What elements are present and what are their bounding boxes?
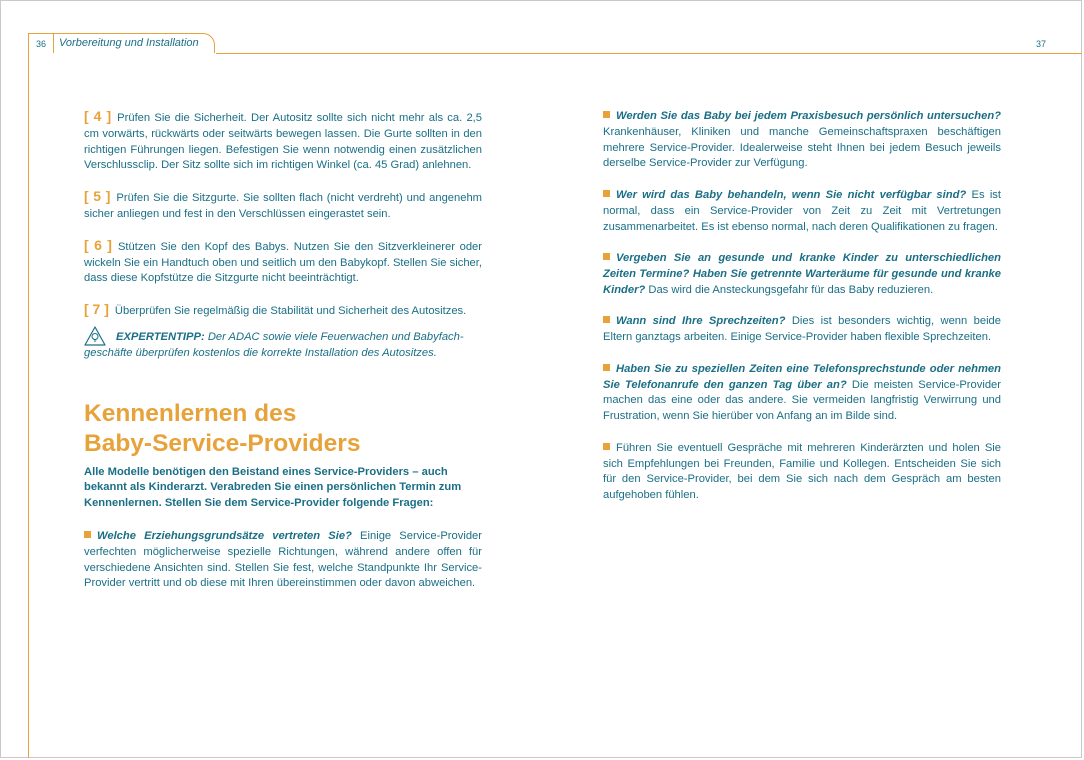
answer: Dies ist besonders wichtig, wenn beide Eltern ganztags arbeiten. Einige Service-Provider haben flexible Sprechzeiten. bbox=[603, 315, 1002, 344]
answer: Einige Service-Provider verfechten möglicherweise spezielle Richtungen, während andere offen für verschiedene Ansichten sind. Stellen Sie fest, welche Standpunkte Ihr Service-Provider vertritt und ob diese mit Ihren übereinstimmen oder davon abweichen. bbox=[84, 529, 482, 590]
step-4 bbox=[84, 109, 482, 174]
step-text: Prüfen Sie die Sitzgurte. Sie sollten flach (nicht verdreht) und angenehm sicher anliegen und fest in den Verschlüssen eingerastet sein. bbox=[84, 192, 482, 220]
question-item bbox=[603, 251, 1001, 298]
gutter-line bbox=[28, 34, 29, 758]
page-number-left: 36 bbox=[36, 39, 47, 49]
page-number-right: 37 bbox=[1036, 39, 1047, 49]
step-number: [ 7 ] bbox=[84, 301, 109, 318]
square-bullet-icon bbox=[603, 443, 610, 450]
tip-text-line1: Der ADAC sowie viele Feuerwachen und Babyfach- bbox=[207, 330, 464, 343]
square-bullet-icon bbox=[84, 531, 91, 538]
question: Vergeben Sie an gesunde und kranke Kinder zu unterschiedlichen Zeiten Termine? Haben Sie getrennte Warteräume für gesunde und kranke Kinder? bbox=[603, 252, 1001, 296]
answer: Das wird die Ansteckungsgefahr für das Baby reduzieren. bbox=[648, 283, 934, 296]
answer: Es ist normal, dass ein Service-Provider von Zeit zu Zeit mit Vertretungen zusammenarbeitet. Es ist ebenso normal, nach deren Qualifikationen zu fragen. bbox=[603, 188, 1002, 233]
left-column bbox=[84, 109, 482, 608]
step-number: [ 4 ] bbox=[84, 108, 112, 124]
step-6 bbox=[84, 238, 482, 287]
question: Haben Sie zu speziellen Zeiten eine Telefonsprechstunde oder nehmen Sie Telefonanrufe den ganzen Tag über an? bbox=[603, 362, 1001, 391]
page-number-divider bbox=[53, 34, 54, 53]
question-item bbox=[603, 109, 1001, 172]
step-text: Stützen Sie den Kopf des Babys. Nutzen Sie den Sitzverkleinerer oder wickeln Sie ein Handtuch oben und seitlich um den Babykopf. Stellen Sie sicher, dass diese Kopfstütze die Sitzgurte nicht beeinträchtigt. bbox=[84, 240, 482, 285]
answer: Die meisten Service-Provider machen das eine oder das andere. Sie vermeiden langfristig Verwirrung und Frustration, wenn Sie hierüber von Anfang an im Bilde sind. bbox=[603, 378, 1001, 423]
question: Welche Erziehungsgrundsätze vertreten Sie? bbox=[97, 529, 352, 542]
square-bullet-icon bbox=[603, 111, 610, 118]
step-7 bbox=[84, 302, 482, 320]
advice-item bbox=[603, 441, 1001, 504]
square-bullet-icon bbox=[603, 253, 610, 260]
header-rule bbox=[216, 53, 1082, 54]
running-title: Vorbereitung und Installation bbox=[59, 37, 199, 49]
advice-text: Führen Sie eventuell Gespräche mit mehreren Kinderärzten und holen Sie sich Empfehlungen bei Freunden, Familie und Kollegen. Entscheiden Sie sich für den Service-Provider, bei dem Sie sich nach dem Gespräch am besten aufgehoben fühlen. bbox=[603, 441, 1001, 502]
question-item bbox=[603, 362, 1001, 425]
right-column bbox=[603, 109, 1001, 520]
square-bullet-icon bbox=[603, 364, 610, 371]
question-item bbox=[84, 529, 482, 592]
tip-label: EXPERTENTIPP: bbox=[116, 330, 205, 343]
lead-paragraph: Alle Modelle benötigen den Beistand eines Service-Providers – auch bekannt als Kinderarzt. Verabreden Sie einen persönlichen Termin zum Kennenlernen. Stellen Sie dem Service-Provider folgende Fragen: bbox=[84, 465, 462, 510]
step-text: Prüfen Sie die Sicherheit. Der Autositz sollte sich nicht mehr als ca. 2,5 cm vorwärts, rückwärts oder seitwärts bewegen lassen. Die Gurte sollten in den richtigen Führungen liegen. Befestigen Sie wenn notwendig einen zusätzlichen Verschlussclip. Der Sitz sollte sich im richtigen Winkel (ca. 45 Grad) anlehnen. bbox=[84, 112, 482, 172]
question: Werden Sie das Baby bei jedem Praxisbesuch persönlich untersuchen? bbox=[616, 110, 1001, 122]
lightbulb-triangle-icon bbox=[84, 326, 106, 346]
section-heading-line1: Kennenlernen des bbox=[84, 399, 297, 427]
step-5 bbox=[84, 189, 482, 223]
step-number: [ 5 ] bbox=[84, 188, 111, 205]
step-text: Überprüfen Sie regelmäßig die Stabilität und Sicherheit des Autositzes. bbox=[114, 305, 467, 318]
square-bullet-icon bbox=[603, 190, 610, 197]
question: Wann sind Ihre Sprechzeiten? bbox=[616, 315, 786, 328]
section-heading bbox=[84, 399, 482, 459]
expert-tip bbox=[84, 330, 482, 362]
question-item bbox=[603, 314, 1001, 346]
step-number: [ 6 ] bbox=[84, 236, 112, 253]
tip-text-line2: geschäfte überprüfen kostenlos die korrekte Installation des Autositzes. bbox=[84, 346, 437, 359]
square-bullet-icon bbox=[603, 316, 610, 323]
section-heading-line2: Baby-Service-Providers bbox=[84, 429, 361, 457]
question-item bbox=[603, 188, 1001, 235]
question: Wer wird das Baby behandeln, wenn Sie nicht verfügbar sind? bbox=[616, 188, 967, 201]
answer: Krankenhäuser, Kliniken und manche Gemeinschaftspraxen beschäftigen mehrere Service-Provider. Idealerweise steht Ihnen bei jedem Besuch jeweils derselbe Service-Provider zur Verfügung. bbox=[603, 125, 1001, 170]
